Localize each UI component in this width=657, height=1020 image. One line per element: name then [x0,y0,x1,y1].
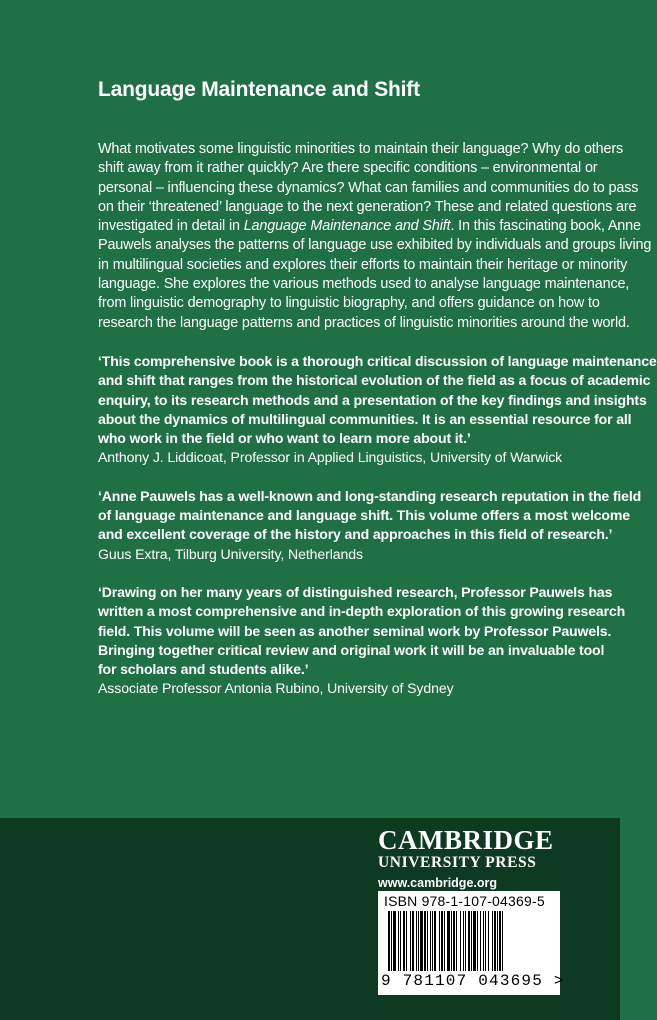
barcode-bar [441,911,443,971]
barcode-bar [502,911,503,971]
barcode-bar [403,911,405,971]
barcode-bar [398,911,399,971]
quote-line: ‘Drawing on her many years of distinguished research, Professor Pauwels has [98,583,613,600]
blurb-line: language. She explores the various methods used to analyse language maintenance, [98,276,630,293]
review-quote-3 [98,583,638,699]
blurb-fragment: investigated in detail in [98,218,244,235]
book-description [98,140,652,333]
barcode-bar [460,911,461,971]
barcode-bar [410,911,411,971]
barcode-bar [427,911,428,971]
publisher-url: www.cambridge.org [378,876,498,890]
quote-line: of language maintenance and language shift. This volume offers a most welcome [98,507,630,524]
review-attribution: Guus Extra, Tilburg University, Netherlands [98,545,363,562]
book-title: Language Maintenance and Shift [98,78,420,101]
blurb-line: What motivates some linguistic minorities to maintain their language? Why do others [98,141,624,157]
barcode-bar [456,911,457,971]
quote-line: who work in the field or who want to learn more about it.’ [98,430,471,447]
isbn-label: ISBN 978-1-107-04369-5 [384,893,545,909]
publisher-name: CAMBRIDGE [378,825,554,855]
quote-line: ‘This comprehensive book is a thorough critical discussion of language maintenance [98,352,657,369]
barcode-bar [471,911,472,971]
review-attribution: Associate Professor Antonia Rubino, University of Sydney [98,680,454,697]
barcode-bar [412,911,414,971]
quote-line: about the dynamics of multilingual communities. It is an essential resource for all [98,410,632,427]
barcode-bar [406,911,407,971]
blurb-line: Pauwels analyses the patterns of language use exhibited by individuals and groups living [98,237,652,254]
blurb-fragment: . In this fascinating book, Anne [450,218,641,235]
barcode-bar [432,911,433,971]
barcode-bar [388,911,390,971]
barcode-bar [434,911,436,971]
review-quote-2 [98,487,642,564]
barcode-bar [393,911,396,971]
blurb-line: shift away from it rather quickly? Are there specific conditions – environmental or [98,160,598,177]
quote-line: enquiry, to its research methods and a presentation of the key findings and insights [98,391,647,408]
publisher-logo [378,826,578,890]
barcode-bar [439,911,440,971]
blurb-line [98,217,641,236]
quote-line: for scholars and students alike.’ [98,661,309,678]
barcode-bar [400,911,401,971]
review-attribution: Anthony J. Liddicoat, Professor in Applied Linguistics, University of Warwick [98,449,563,466]
quote-line: ‘Anne Pauwels has a well-known and long-standing research reputation in the field [98,487,642,504]
barcode-bar [391,911,392,971]
blurb-line: on their ‘threatened’ language to the next generation? These and related questions are [98,198,637,215]
barcode-bar [483,911,484,971]
review-quote-text [98,487,642,545]
back-cover-content [98,78,657,699]
blurb-line: in multilingual societies and explores their efforts to maintain their heritage or minority [98,256,628,273]
publisher-subtitle: UNIVERSITY PRESS [378,854,537,871]
review-quote-text [98,583,638,679]
barcode-bar [424,911,426,971]
barcode-bar [473,911,476,971]
barcode-bar [480,911,481,971]
barcode-bar [430,911,431,971]
barcode-bar [416,911,417,971]
barcode-bar [492,911,493,971]
barcode-bar [477,911,478,971]
barcode-bar [463,911,464,971]
barcode-bar [485,911,486,971]
barcode-bar [420,911,423,971]
quote-line: Bringing together critical review and original work it will be an invaluable tool [98,641,605,658]
barcode-bar [468,911,470,971]
blurb-line: personal – influencing these dynamics? What can families and communities do to pass [98,179,639,196]
barcode-bar [444,911,445,971]
barcode-bar [488,911,489,971]
barcode-bar [418,911,419,971]
barcode-bar [497,911,498,971]
blurb-book-title-italic: Language Maintenance and Shift [243,218,451,235]
barcode-bar [453,911,455,971]
blurb-line: from linguistic demography to linguistic biography, and offers guidance on how to [98,295,600,312]
quote-line: and excellent coverage of the history and approaches in this field of research.’ [98,526,613,543]
barcode-digits: 9 781107 043695 > [381,972,565,990]
barcode-bar [447,911,450,971]
barcode-bar [499,911,501,971]
quote-line: written a most comprehensive and in-depth exploration of this growing research [98,603,626,620]
barcode-bar [465,911,466,971]
barcode-bar [451,911,452,971]
barcode [378,891,565,995]
review-quote-text [98,352,657,448]
barcode-bars [388,911,550,973]
barcode-bar [494,911,496,971]
quote-line: field. This volume will be seen as another seminal work by Professor Pauwels. [98,622,612,639]
quote-line: and shift that ranges from the historical evolution of the field as a focus of academic [98,372,651,389]
blurb-line: research the language patterns and practices of linguistic minorities around the world. [98,314,630,331]
review-quote-1 [98,352,657,468]
